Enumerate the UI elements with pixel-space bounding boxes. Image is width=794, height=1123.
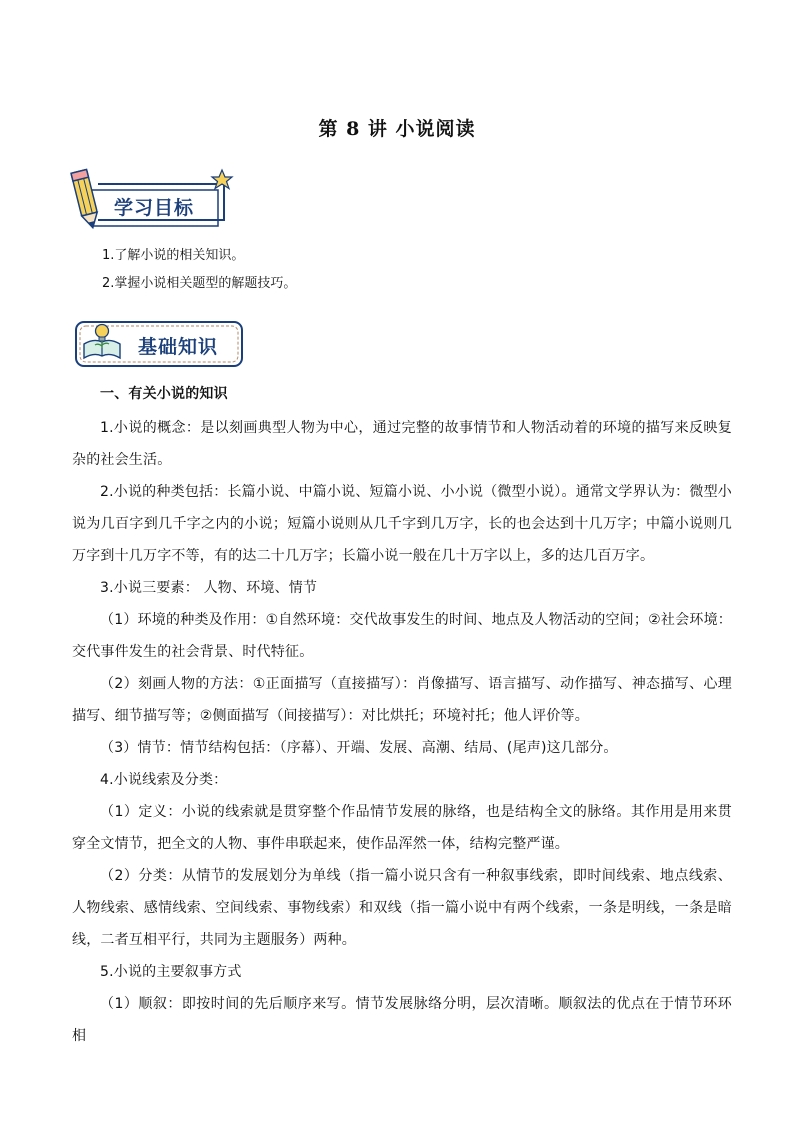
section-heading: 一、有关小说的知识 [100, 386, 228, 402]
paragraph: 3.小说三要素： 人物、环境、情节 [100, 580, 318, 596]
paragraph: （1）顺叙：即按时间的先后顺序来写。情节发展脉络分明，层次清晰。顺叙法的优点在于情节环环相 [72, 996, 732, 1044]
paragraph: （1）定义：小说的线索就是贯穿整个作品情节发展的脉络，也是结构全文的脉络。其作用是用来贯穿全文情节，把全文的人物、事件串联起来，使作品浑然一体，结构完整严谨。 [72, 804, 732, 852]
paragraph: 4.小说线索及分类： [100, 772, 228, 788]
objectives-badge-label: 学习目标 [114, 197, 195, 219]
paragraph: （2）刻画人物的方法：①正面描写（直接描写）：肖像描写、语言描写、动作描写、神态描写、心理描写、细节描写等；②侧面描写（间接描写）：对比烘托；环境衬托；他人评价等。 [72, 676, 732, 724]
paragraph: 5.小说的主要叙事方式 [100, 964, 242, 980]
paragraph: （3）情节：情节结构包括：（序幕）、开端、发展、高潮、结局、(尾声)这几部分。 [100, 740, 618, 756]
page-title: 第 8 讲 小说阅读 [318, 118, 476, 140]
paragraph: （2）分类：从情节的发展划分为单线（指一篇小说只含有一种叙事线索，即时间线索、地点线索、人物线索、感情线索、空间线索、事物线索）和双线（指一篇小说中有两个线索，一条是明线，一条是暗线，二者互相平行，共同为主题服务）两种。 [72, 868, 732, 948]
knowledge-badge-label: 基础知识 [138, 336, 219, 358]
content-body [72, 378, 732, 1052]
paragraph: 1.小说的概念：是以刻画典型人物为中心，通过完整的故事情节和人物活动着的环境的描写来反映复杂的社会生活。 [72, 420, 732, 468]
objective-item: 2.掌握小说相关题型的解题技巧。 [102, 276, 297, 291]
paragraph: 2.小说的种类包括：长篇小说、中篇小说、短篇小说、小小说（微型小说）。通常文学界认为：微型小说为几百字到几千字之内的小说；短篇小说则从几千字到几万字，长的也会达到十几万字；中篇小说则几万字到十几万字不等，有的达二十几万字；长篇小说一般在几十万字以上，多的达几百万字。 [72, 484, 732, 564]
paragraph: （1）环境的种类及作用：①自然环境：交代故事发生的时间、地点及人物活动的空间；②社会环境：交代事件发生的社会背景、时代特征。 [72, 612, 732, 660]
objective-item: 1.了解小说的相关知识。 [102, 248, 245, 263]
knowledge-badge [74, 318, 246, 370]
objectives-badge [68, 164, 236, 234]
objectives-list [102, 242, 296, 298]
